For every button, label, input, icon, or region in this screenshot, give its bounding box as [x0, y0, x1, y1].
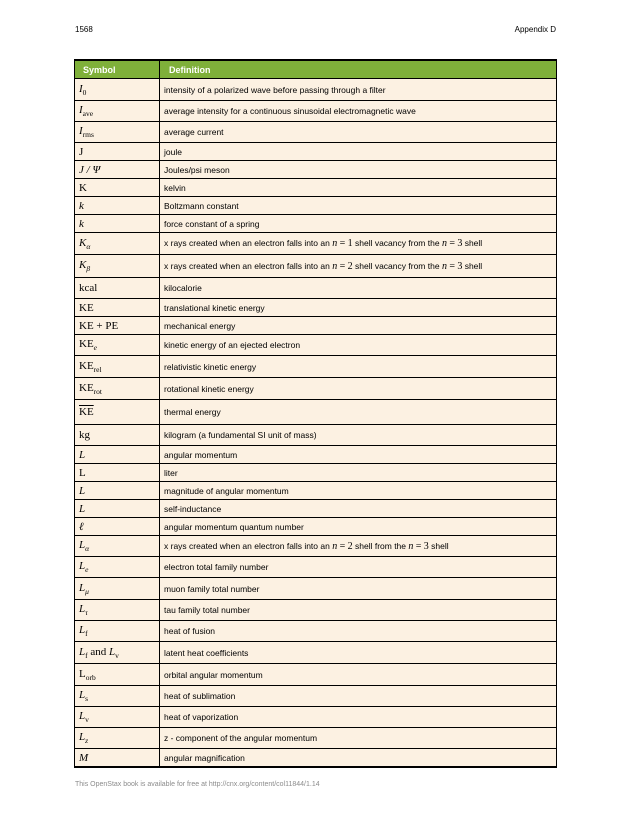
table-row: [75, 600, 557, 621]
definition-cell: x rays created when an electron falls into an n = 1 shell vacancy from the n = 3 shell: [160, 233, 557, 255]
symbol-cell: $L_\tau$: [75, 600, 160, 621]
table-row: [75, 197, 557, 215]
definition-cell: self-inductance: [160, 500, 557, 518]
definition-cell: orbital angular momentum: [160, 664, 557, 686]
symbol-cell: $KE_{rot}$: [75, 378, 160, 400]
definition-cell: translational kinetic energy: [160, 299, 557, 317]
definition-cell: relativistic kinetic energy: [160, 356, 557, 378]
definition-cell: Joules/psi meson: [160, 161, 557, 179]
table-row: [75, 179, 557, 197]
column-header-definition: Definition: [160, 60, 557, 79]
table-row: [75, 500, 557, 518]
table-row: [75, 233, 557, 255]
table-row: [75, 299, 557, 317]
section-label: Appendix D: [514, 25, 556, 34]
column-header-symbol: Symbol: [75, 60, 160, 79]
symbol-cell: k: [75, 215, 160, 233]
table-row: [75, 642, 557, 664]
definition-cell: kinetic energy of an ejected electron: [160, 335, 557, 356]
symbol-cell: $L_f$: [75, 621, 160, 642]
definition-cell: magnitude of angular momentum: [160, 482, 557, 500]
definition-cell: thermal energy: [160, 400, 557, 425]
symbol-cell: L: [75, 464, 160, 482]
definition-cell: kilocalorie: [160, 278, 557, 299]
symbol-table: [74, 59, 557, 768]
definition-cell: average intensity for a continuous sinusoidal electromagnetic wave: [160, 101, 557, 122]
definition-cell: mechanical energy: [160, 317, 557, 335]
table-row: [75, 425, 557, 446]
table-row: [75, 215, 557, 233]
definition-cell: electron total family number: [160, 557, 557, 578]
definition-cell: x rays created when an electron falls into an n = 2 shell from the n = 3 shell: [160, 536, 557, 557]
symbol-cell: $K_\alpha$: [75, 233, 160, 255]
symbol-cell: $\overline{KE}$: [75, 400, 160, 425]
table-row: [75, 356, 557, 378]
table-row: [75, 518, 557, 536]
table-row: [75, 557, 557, 578]
table-row: [75, 278, 557, 299]
definition-cell: joule: [160, 143, 557, 161]
table-row: [75, 79, 557, 101]
symbol-cell: J / Ψ: [75, 161, 160, 179]
table-row: [75, 255, 557, 278]
definition-cell: liter: [160, 464, 557, 482]
symbol-cell: $L_e$: [75, 557, 160, 578]
symbol-cell: KE: [75, 299, 160, 317]
footer-note: This OpenStax book is available for free at http://cnx.org/content/col11844/1.14: [75, 781, 320, 788]
definition-cell: x rays created when an electron falls into an n = 2 shell vacancy from the n = 3 shell: [160, 255, 557, 278]
symbol-cell: $I_0$: [75, 79, 160, 101]
symbol-cell: L: [75, 446, 160, 464]
definition-cell: latent heat coefficients: [160, 642, 557, 664]
symbol-cell: kg: [75, 425, 160, 446]
definition-cell: heat of vaporization: [160, 707, 557, 728]
definition-cell: rotational kinetic energy: [160, 378, 557, 400]
symbol-cell: $L_{orb}$: [75, 664, 160, 686]
definition-cell: heat of sublimation: [160, 686, 557, 707]
definition-cell: kilogram (a fundamental SI unit of mass): [160, 425, 557, 446]
symbol-cell: M: [75, 749, 160, 768]
table-row: [75, 664, 557, 686]
definition-cell: angular momentum quantum number: [160, 518, 557, 536]
symbol-cell: $L_z$: [75, 728, 160, 749]
symbol-cell: kcal: [75, 278, 160, 299]
symbol-cell: $L_\mu$: [75, 578, 160, 600]
symbol-cell: $I_{ave}$: [75, 101, 160, 122]
definition-cell: angular momentum: [160, 446, 557, 464]
symbol-cell: L: [75, 500, 160, 518]
definition-cell: tau family total number: [160, 600, 557, 621]
page-number: 1568: [75, 25, 93, 34]
definition-cell: force constant of a spring: [160, 215, 557, 233]
table-row: [75, 335, 557, 356]
symbol-cell: $L_s$: [75, 686, 160, 707]
symbol-cell: K: [75, 179, 160, 197]
symbol-cell: $K_\beta$: [75, 255, 160, 278]
table-row: [75, 161, 557, 179]
symbol-cell: k: [75, 197, 160, 215]
symbol-cell: $I_{rms}$: [75, 122, 160, 143]
definition-cell: muon family total number: [160, 578, 557, 600]
table-row: [75, 578, 557, 600]
symbol-cell: $KE_e$: [75, 335, 160, 356]
symbol-cell: $L_\alpha$: [75, 536, 160, 557]
definition-cell: angular magnification: [160, 749, 557, 768]
symbol-cell: L: [75, 482, 160, 500]
definition-cell: z - component of the angular momentum: [160, 728, 557, 749]
symbol-cell: ℓ: [75, 518, 160, 536]
definition-cell: Boltzmann constant: [160, 197, 557, 215]
table-row: [75, 446, 557, 464]
table-row: [75, 464, 557, 482]
symbol-cell: $KE_{rel}$: [75, 356, 160, 378]
table-row: [75, 621, 557, 642]
table-row: [75, 707, 557, 728]
table-row: [75, 378, 557, 400]
definition-cell: kelvin: [160, 179, 557, 197]
table-row: [75, 536, 557, 557]
table-row: [75, 143, 557, 161]
table-row: [75, 728, 557, 749]
table-row: [75, 101, 557, 122]
definition-cell: heat of fusion: [160, 621, 557, 642]
table-row: [75, 749, 557, 768]
symbol-cell: J: [75, 143, 160, 161]
table-row: [75, 400, 557, 425]
table-row: [75, 482, 557, 500]
symbol-cell: KE + PE: [75, 317, 160, 335]
table-row: [75, 122, 557, 143]
symbol-cell: $L_f$ and $L_v$: [75, 642, 160, 664]
table-row: [75, 317, 557, 335]
symbol-cell: $L_v$: [75, 707, 160, 728]
definition-cell: average current: [160, 122, 557, 143]
table-row: [75, 686, 557, 707]
definition-cell: intensity of a polarized wave before passing through a filter: [160, 79, 557, 101]
table-header-row: [75, 60, 557, 79]
